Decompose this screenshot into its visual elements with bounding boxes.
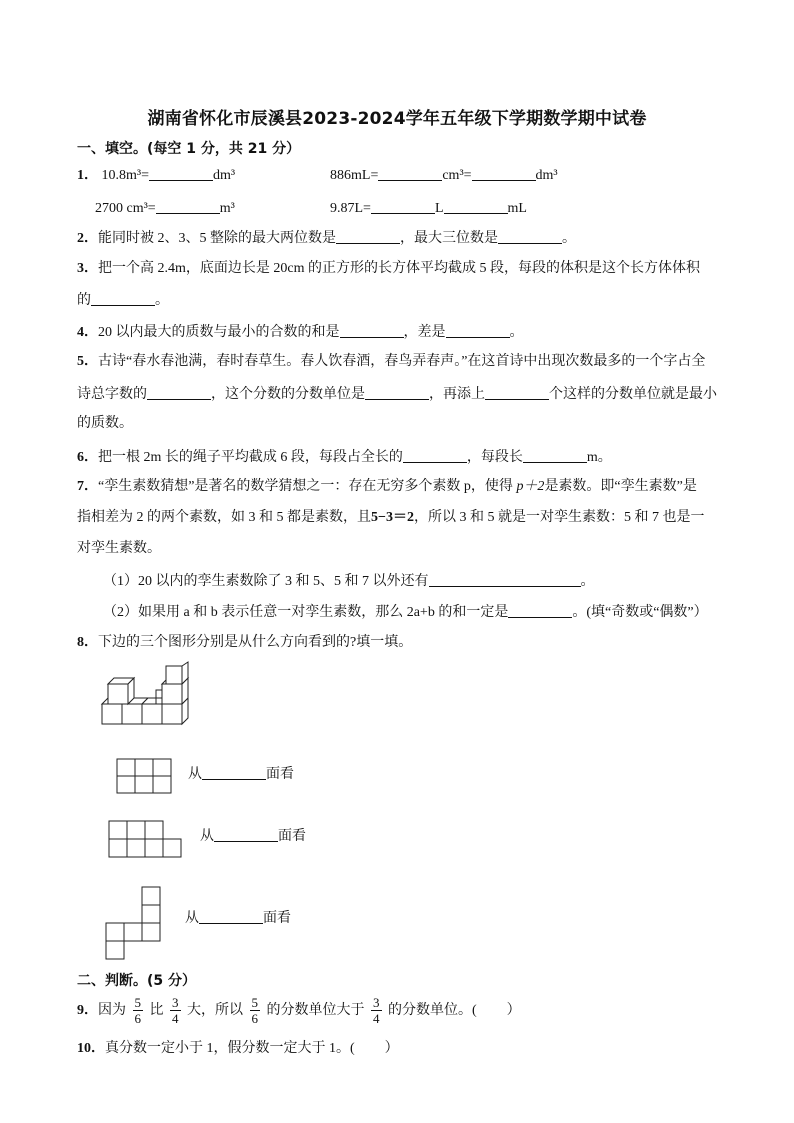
q4-text-2: ，差是 bbox=[403, 325, 446, 340]
question-number: 5． bbox=[77, 354, 98, 369]
q1-d-unit: mL bbox=[507, 201, 527, 216]
q9-text-3: 大，所以 bbox=[187, 1003, 243, 1018]
q3-text-3: 。 bbox=[155, 293, 169, 308]
question-number: 2． bbox=[77, 231, 98, 246]
page-title: 湖南省怀化市辰溪县2023-2024学年五年级下学期数学期中试卷 bbox=[147, 109, 647, 129]
question-number: 7． bbox=[77, 479, 98, 494]
answer-blank[interactable] bbox=[156, 198, 220, 214]
fraction-3-4 bbox=[170, 995, 181, 1026]
question-7-line-2 bbox=[77, 508, 704, 528]
view-prefix: 从 bbox=[200, 829, 214, 844]
q1-b-prefix: 886mL= bbox=[330, 168, 379, 183]
view-suffix: 面看 bbox=[263, 911, 291, 926]
q7-math-2: 5−3＝2 bbox=[371, 510, 414, 525]
question-number: 1． bbox=[77, 168, 98, 183]
q7-math-1: p＋2 bbox=[516, 479, 545, 494]
question-7-sub-2 bbox=[103, 602, 708, 623]
answer-blank[interactable] bbox=[444, 198, 508, 214]
view-shape-3 bbox=[104, 886, 162, 960]
answer-blank[interactable] bbox=[149, 165, 213, 181]
question-number: 6． bbox=[77, 450, 98, 465]
answer-blank[interactable] bbox=[523, 447, 587, 463]
q1-c-prefix: 2700 cm³= bbox=[95, 201, 156, 216]
q5-text-2b: ，这个分数的分数单位是 bbox=[211, 387, 365, 402]
q5-text-3: 的质数。 bbox=[77, 416, 133, 431]
q2-text-2: ，最大三位数是 bbox=[400, 231, 498, 246]
q10-close: ） bbox=[384, 1041, 399, 1056]
q1-b-mid: cm³= bbox=[442, 168, 472, 183]
view-label-1 bbox=[188, 763, 294, 783]
q4-text-3: 。 bbox=[509, 325, 524, 340]
question-7-line-1 bbox=[77, 477, 697, 497]
q3-text-1: 把一个高 2.4m，底面边长是 20cm 的正方形的长方体平均截成 5 段，每段的体积是这个长方体体积 bbox=[98, 261, 700, 276]
q2-text-1: 能同时被 2、3、5 整除的最大两位数是 bbox=[98, 231, 336, 246]
question-2 bbox=[77, 228, 576, 249]
answer-blank[interactable] bbox=[498, 228, 562, 244]
denominator: 6 bbox=[251, 1011, 258, 1027]
question-3-line-2 bbox=[77, 290, 169, 311]
question-1-row-2b bbox=[330, 198, 527, 219]
numerator: 3 bbox=[373, 995, 380, 1011]
question-5-line-2 bbox=[77, 384, 717, 405]
view-label-3 bbox=[185, 907, 291, 927]
q1-d-prefix: 9.87L= bbox=[330, 201, 371, 216]
answer-blank[interactable] bbox=[202, 764, 266, 780]
q7-sub2-text: （2）如果用 a 和 b 表示任意一对孪生素数，那么 2a+b 的和一定是 bbox=[103, 605, 509, 620]
q3-text-2: 的 bbox=[77, 293, 91, 308]
view-prefix: 从 bbox=[188, 767, 202, 782]
answer-blank[interactable] bbox=[199, 908, 263, 924]
q5-text-2c: ，再添上 bbox=[429, 387, 485, 402]
q1-b-unit: dm³ bbox=[535, 168, 558, 183]
q1-a-unit: dm³ bbox=[212, 168, 236, 183]
answer-blank[interactable] bbox=[336, 228, 400, 244]
q1-d-mid: L bbox=[434, 201, 444, 216]
numerator: 5 bbox=[134, 995, 141, 1011]
q7-sub1-text: （1）20 以内的孪生素数除了 3 和 5、5 和 7 以外还有 bbox=[103, 574, 429, 589]
q1-c-unit: m³ bbox=[219, 201, 235, 216]
answer-blank[interactable] bbox=[147, 384, 211, 400]
answer-blank[interactable] bbox=[340, 322, 404, 338]
view-shape-2 bbox=[108, 820, 184, 858]
answer-blank[interactable] bbox=[472, 165, 536, 181]
question-5-line-1 bbox=[77, 352, 705, 372]
question-1-row-1 bbox=[77, 165, 235, 186]
q1-a-prefix: 10.8m³= bbox=[101, 168, 149, 183]
q7-text-2a: 指相差为 2 的两个素数，如 3 和 5 都是素数，且 bbox=[77, 510, 371, 525]
q9-text-5: 的分数单位。( bbox=[388, 1003, 477, 1018]
question-number: 4． bbox=[77, 325, 98, 340]
answer-blank[interactable] bbox=[508, 602, 572, 618]
view-label-2 bbox=[200, 825, 306, 845]
cube-stack-figure bbox=[100, 666, 190, 728]
numerator: 3 bbox=[172, 995, 179, 1011]
question-4 bbox=[77, 322, 524, 343]
fraction-3-4 bbox=[371, 995, 382, 1026]
answer-blank[interactable] bbox=[485, 384, 549, 400]
view-shape-1 bbox=[116, 758, 172, 794]
answer-blank[interactable] bbox=[403, 447, 467, 463]
question-3-line-1 bbox=[77, 259, 700, 279]
view-suffix: 面看 bbox=[278, 829, 306, 844]
fraction-5-6 bbox=[250, 995, 261, 1026]
q4-text-1: 20 以内最大的质数与最小的合数的和是 bbox=[98, 325, 340, 340]
question-9 bbox=[77, 994, 521, 1028]
q9-text-1: 因为 bbox=[98, 1003, 126, 1018]
question-number: 3． bbox=[77, 261, 98, 276]
section-heading-fill-in: 一、填空。(每空 1 分，共 21 分） bbox=[77, 141, 301, 157]
question-1-row-2 bbox=[95, 198, 235, 219]
answer-blank[interactable] bbox=[214, 826, 278, 842]
fraction-5-6 bbox=[133, 995, 144, 1026]
q9-text-6: ） bbox=[506, 1003, 521, 1018]
q7-text-1b: 是素数。即“孪生素数”是 bbox=[544, 479, 697, 494]
answer-blank[interactable] bbox=[378, 165, 442, 181]
q5-text-2a: 诗总字数的 bbox=[77, 387, 147, 402]
q6-text-2: ，每段长 bbox=[466, 450, 523, 465]
answer-blank[interactable] bbox=[429, 571, 581, 587]
question-5-line-3 bbox=[77, 414, 133, 434]
q6-text-1: 把一根 2m 长的绳子平均截成 6 段，每段占全长的 bbox=[98, 450, 403, 465]
numerator: 5 bbox=[251, 995, 258, 1011]
q6-text-3: m。 bbox=[586, 450, 612, 465]
answer-blank[interactable] bbox=[91, 290, 155, 306]
q5-text-1: 古诗“春水春池满，春时春草生。春人饮春酒，春鸟弄春声。”在这首诗中出现次数最多的一个字占全 bbox=[98, 354, 706, 369]
q10-text: 真分数一定小于 1，假分数一定大于 1。( bbox=[105, 1041, 355, 1056]
q7-sub2-end: 。(填“奇数或“偶数”） bbox=[572, 605, 708, 620]
denominator: 4 bbox=[373, 1011, 380, 1027]
denominator: 4 bbox=[172, 1011, 179, 1027]
view-prefix: 从 bbox=[185, 911, 199, 926]
question-number: 9． bbox=[77, 1003, 98, 1018]
q8-text: 下边的三个图形分别是从什么方向看到的?填一填。 bbox=[98, 635, 413, 650]
question-number: 10． bbox=[77, 1041, 105, 1056]
section-heading-true-false: 二、判断。(5 分） bbox=[77, 973, 197, 989]
q2-text-3: 。 bbox=[562, 231, 576, 246]
q7-sub1-end: 。 bbox=[580, 574, 595, 589]
denominator: 6 bbox=[134, 1011, 141, 1027]
q7-text-1a: “孪生素数猜想”是著名的数学猜想之一：存在无穷多个素数 p，使得 bbox=[98, 479, 517, 494]
question-1-row-1b bbox=[330, 165, 558, 186]
question-7-sub-1 bbox=[103, 571, 595, 592]
question-10 bbox=[77, 1039, 399, 1059]
q7-text-3: 对孪生素数。 bbox=[77, 541, 161, 556]
q7-text-2b: ，所以 3 和 5 就是一对孪生素数：5 和 7 也是一 bbox=[413, 510, 705, 525]
question-number: 8． bbox=[77, 635, 98, 650]
answer-blank[interactable] bbox=[371, 198, 435, 214]
q9-text-2: 比 bbox=[149, 1003, 164, 1018]
question-8 bbox=[77, 633, 412, 653]
answer-blank[interactable] bbox=[446, 322, 510, 338]
view-suffix: 面看 bbox=[266, 767, 294, 782]
answer-blank[interactable] bbox=[365, 384, 429, 400]
q9-text-4: 的分数单位大于 bbox=[266, 1003, 365, 1018]
question-7-line-3 bbox=[77, 539, 161, 559]
question-6 bbox=[77, 447, 612, 468]
q5-text-2d: 个这样的分数单位就是最小 bbox=[549, 387, 717, 402]
